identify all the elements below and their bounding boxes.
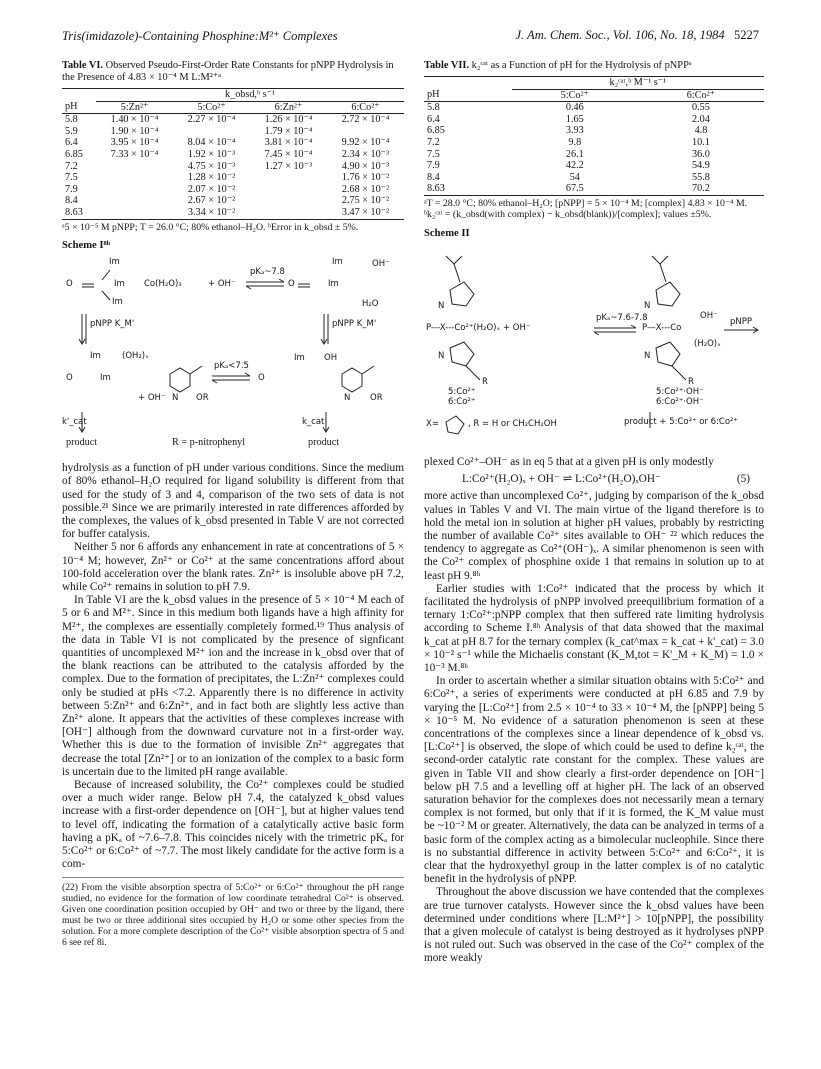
s2-left-species-2: 6:Co²⁺	[448, 396, 476, 407]
table6-ph-cell: 6.4	[65, 137, 78, 149]
equation-5	[424, 469, 764, 490]
table6-value-cell: 3.34 × 10⁻²	[173, 207, 250, 219]
imidazole-ring-left-top	[450, 282, 474, 306]
table6-value-cell: 7.33 × 10⁻⁴	[110, 148, 159, 160]
table7-value-cell: 54	[569, 171, 580, 183]
journal-name: J. Am. Chem. Soc., Vol. 106, No. 18, 1984	[515, 28, 725, 42]
right-column	[424, 60, 764, 966]
table6-row	[62, 195, 404, 207]
scheme1-title: Scheme I⁸ʰ	[62, 239, 111, 251]
ester-bond-right	[362, 366, 374, 374]
im-bond-up	[102, 270, 110, 280]
table6-title: Observed Pseudo-First-Order Rate Constants for pNPP Hydrolysis in the Presence of 4.83 × 10⁻⁴ M L:M²⁺ᵃ	[62, 60, 394, 83]
table6-value-cell	[96, 184, 173, 196]
equation-5-number: (5)	[736, 473, 750, 486]
left-paragraph-4: Because of increased solubility, the Co²⁺ complexes could be studied over a much wider range. Below pH 7.4, the catalyzed k_obsd values increase with a first-order dependence on [OH⁻], but at higher values tend to level off, indicating the formation of a catalytically active basic form having a pKₐ of ~7.6–7.8. This coincides nicely with the trimetric pKₐ for 5:Co²⁺ or 6:Co²⁺ of ~7.7. The most likely candidate for the active form is a com-	[62, 779, 404, 871]
s1-o-left: O	[66, 279, 73, 290]
table7-value-cell: 67.5	[512, 183, 638, 195]
table7-title: k₂ᶜᵃᵗ as a Function of pH for the Hydrolysis of pNPPᵃ	[471, 60, 692, 71]
running-header	[62, 28, 759, 48]
table7-row	[424, 114, 764, 126]
table6-value-cell: 2.67 × 10⁻²	[187, 195, 236, 207]
imidazole-ring-left-bottom	[450, 342, 474, 366]
table6-col-header: 5:Co²⁺	[173, 101, 250, 114]
table7-value-cell: 9.8	[568, 136, 582, 148]
table7-row	[424, 137, 764, 149]
table6-group-header: k_obsd,ᵇ s⁻¹	[96, 89, 404, 102]
table7-ph-cell: 5.8	[427, 102, 440, 114]
table7-row	[424, 172, 764, 184]
table6-row	[62, 149, 404, 161]
isopropyl-left-3	[454, 256, 462, 264]
table7-ph-cell: 8.63	[424, 183, 512, 195]
s2-product: product + 5:Co²⁺ or 6:Co²⁺	[624, 416, 738, 427]
table6-value-cell	[250, 207, 327, 219]
table6-value-cell	[327, 126, 404, 138]
table6-ph-cell: 5.9	[65, 125, 78, 137]
table6-row	[62, 114, 404, 126]
table7-group-header: k₂ᶜᵃᵗ,ᵇ M⁻¹ s⁻¹	[512, 77, 764, 90]
scheme1-diagram	[62, 254, 404, 454]
table6-value-cell	[96, 161, 173, 173]
s2-pnpp: pNPP	[730, 316, 753, 327]
s2-n-right-2: N	[644, 350, 651, 361]
s1-n-right: N	[344, 393, 351, 404]
table6-value-cell	[96, 172, 173, 184]
table6-value-cell	[173, 126, 250, 138]
r-bond-right	[672, 366, 686, 380]
table7-row	[424, 125, 764, 137]
s1-or-left: OR	[196, 393, 209, 404]
table7-value-cell: 2.04	[692, 113, 710, 125]
table7-value-cell: 0.46	[565, 102, 584, 114]
s1-oh-plain: OH	[324, 353, 338, 364]
s2-oh: OH⁻	[700, 310, 718, 321]
s1-im-lower-right: Im	[294, 353, 305, 364]
isopropyl-left-2	[446, 256, 454, 264]
table6-value-cell: 1.27 × 10⁻³	[264, 160, 313, 172]
table7-label: Table VII.	[424, 60, 470, 71]
table6-value-cell: 8.04 × 10⁻⁴	[187, 137, 236, 149]
table6-value-cell: 2.72 × 10⁻⁴	[341, 114, 390, 126]
table7-value-cell: 70.2	[638, 183, 764, 195]
table6-value-cell: 9.92 × 10⁻⁴	[341, 137, 390, 149]
table6-ph-cell: 8.4	[65, 195, 78, 207]
table6-ph-cell: 7.2	[65, 160, 78, 172]
table6-value-cell: 3.47 × 10⁻²	[327, 207, 404, 219]
s2-right-p: P—X---Co	[642, 322, 682, 333]
s1-im-top-right: Im	[332, 257, 343, 268]
s1-pka2: pKₐ<7.5	[214, 361, 249, 372]
table6-value-cell: 3.81 × 10⁻⁴	[264, 137, 313, 149]
table6-col-header: pH	[62, 101, 96, 114]
page-number: 5227	[734, 28, 759, 42]
table7-row	[424, 160, 764, 172]
table7-col-header: 5:Co²⁺	[512, 89, 638, 102]
isopropyl-right-1	[660, 264, 666, 282]
table6-ph-cell: 7.9	[65, 183, 78, 195]
ester-bond-left	[190, 366, 202, 374]
s1-im-bottom-left: Im	[112, 297, 123, 308]
table6-value-cell: 7.45 × 10⁻⁴	[264, 148, 313, 160]
s1-kcat-left: k'_cat	[62, 417, 87, 428]
s2-r-left: R	[482, 376, 488, 387]
im-bond-down	[102, 291, 110, 300]
s2-left-complex: P---X---Co²⁺(H₂O)ₓ + OH⁻	[426, 322, 531, 333]
right-body-text	[424, 456, 764, 966]
s1-pnpp-km-right: pNPP K_M'	[332, 319, 377, 330]
table7-value-cell: 4.8	[694, 125, 708, 137]
table6-footnote: ᵃ5 × 10⁻⁵ M pNPP; T = 26.0 °C; 80% ethanol–H₂O. ᵇError in k_obsd ± 5%.	[62, 221, 359, 233]
table6-value-cell: 2.75 × 10⁻²	[341, 195, 390, 207]
s2-pka: pKₐ~7.6-7.8	[596, 312, 648, 323]
s1-or-right: OR	[370, 393, 383, 404]
table6-caption	[62, 60, 404, 84]
journal-citation	[515, 28, 759, 43]
s1-im-top-left: Im	[109, 257, 120, 268]
table6-value-cell: 2.68 × 10⁻²	[341, 183, 390, 195]
table6-row	[62, 137, 404, 149]
equation-5-text: L:Co²⁺(H₂O)ₓ + OH⁻ ⇌ L:Co²⁺(H₂O)ₓOH⁻	[462, 473, 661, 486]
r-bond-left	[466, 366, 480, 380]
scheme2-title: Scheme II	[424, 227, 470, 239]
table7-value-cell: 54.9	[692, 160, 710, 172]
right-paragraph-4: Throughout the above discussion we have contended that the complexes are true turnover catalysts. However since the k_obsd values have been determined under conditions where [L:M²⁺] > 10[pNPP], the possibility that a given molecule of catalyst is being destroyed as it hydrolyses pNPP is not ruled out. Such was observed in the case of the Co²⁺ complex of the more weakly	[424, 886, 764, 965]
s2-x-def: X=	[426, 418, 439, 429]
isopropyl-right-2	[652, 256, 660, 264]
table7-ph-cell: 8.4	[427, 171, 440, 183]
s2-n-right-1: N	[644, 300, 651, 311]
table6-value-cell: 1.26 × 10⁻⁴	[264, 114, 313, 126]
s1-im-lower-left: Im	[90, 351, 101, 362]
table6-col-header: 5:Zn²⁺	[96, 101, 173, 114]
table6-value-cell: 1.40 × 10⁻⁴	[110, 114, 159, 126]
right-paragraph-3: In order to ascertain whether a similar situation obtains with 5:Co²⁺ and 6:Co²⁺, a series of experiments were conducted at pH 6.85 and 7.9 by varying the [L:Co²⁺] from 2.5 × 10⁻⁴ to 33 × 10⁻⁴ M, the [pNPP] being 5 × 10⁻⁵ M. No evidence of a saturation phenomenon is seen at these concentrations of the complexes since a linear dependence of k_obsd vs. [L:Co²⁺] is observed, the slope of which could be used to define k₂ᶜᵃᵗ, the second-order catalytic rate constant for the complex. These values are given in Table VII and show clearly a first-order dependence on [OH⁻] below pH 7.5 and a levelling off at higher pH. The lack of an observed saturation behavior for the complexes does not necessarily mean a ternary complex is not formed, but only that if it is formed, the K_M value must be ~10⁻² M or greater. Alternatively, the data can be analyzed in terms of a basic form of the complex acting as a bimolecular nucleophile. Since there is no substantial difference in activity between 5:Co²⁺ and 6:Co²⁺, it is clear that the hydroxyethyl group in the latter complex is of no catalytic benefit in the hydrolysis of pNPP.	[424, 675, 764, 886]
s2-r-def: , R = H or CH₂CH₂OH	[468, 418, 557, 429]
table7-ph-cell: 6.85	[427, 125, 445, 137]
s2-h2ox: (H₂O)ₓ	[694, 338, 721, 349]
s1-oh2x: (OH₂)ₓ	[122, 351, 149, 362]
table7-ph-cell: 6.4	[427, 113, 440, 125]
running-title: Tris(imidazole)-Containing Phosphine:M²⁺ Complexes	[62, 29, 338, 43]
table6-value-cell	[250, 195, 327, 207]
table6-value-cell	[96, 207, 173, 219]
table7-row	[424, 183, 764, 195]
s2-right-species-1: 5:Co²⁺·OH⁻	[656, 386, 704, 397]
right-paragraph-2: Earlier studies with 1:Co²⁺ indicated that the process by which it facilitated the hydrolysis of pNPP involved preequilibrium formation of a ternary 1:Co²⁺:pNPP complex that then suffered rate limiting hydrolysis according to Scheme I.⁸ʰ Analysis of that data showed that the maximal k_cat at pH 8.7 for the ternary complex (k_cat^max = k_cat + k'_cat) = 3.0 × 10⁻² s⁻¹ while the Michaelis constant (K_M,tot = K'_M + K_M) = 1.0 × 10⁻³ M.⁸ʰ	[424, 582, 764, 674]
table6-value-cell: 4.75 × 10⁻³	[187, 160, 236, 172]
table7-row	[424, 102, 764, 114]
s1-kcat-right: k_cat	[302, 417, 325, 428]
imidazole-ring-right-bottom	[656, 342, 680, 366]
table6-row	[62, 126, 404, 138]
table6-value-cell	[250, 172, 327, 184]
table6-value-cell: 1.76 × 10⁻²	[341, 172, 390, 184]
s1-im-mid-right: Im	[328, 279, 339, 290]
left-body-text	[62, 462, 404, 871]
s1-oh-minus-2: + OH⁻	[138, 393, 166, 404]
table6-value-cell	[250, 184, 327, 196]
s1-oh-minus-1: + OH⁻	[208, 279, 236, 290]
s1-o-lower-left: O	[66, 373, 73, 384]
s2-right-species-2: 6:Co²⁺·OH⁻	[656, 396, 704, 407]
left-column	[62, 60, 404, 948]
table6-col-header: 6:Zn²⁺	[250, 101, 327, 114]
s2-left-species-1: 5:Co²⁺	[448, 386, 476, 397]
s2-n-left-1: N	[438, 300, 445, 311]
table7-ph-cell: 7.2	[427, 136, 440, 148]
table7-value-cell: 55.8	[692, 171, 710, 183]
footnote-22: (22) From the visible absorption spectra of 5:Co²⁺ or 6:Co²⁺ throughout the pH range studied, no evidence for the formation of low coordinate tetrahedral Co²⁺ is observed. Given one coordination position occupied by OH⁻ and two or three by the ligand, there must be two or three additional sites occupied by H₂O or some other species from the solution. For a more complete description of the Co²⁺ visible absorption spectra of 5 and 6 see ref 8i.	[62, 877, 404, 948]
table7-value-cell: 26.1	[565, 148, 584, 160]
x-imidazole-ring	[446, 416, 464, 434]
pyridine-ring-right	[342, 368, 362, 392]
pyridine-ring-left	[170, 368, 190, 392]
table6-row	[62, 184, 404, 196]
table7-value-cell: 1.65	[565, 113, 584, 125]
s1-r-definition: R = p-nitrophenyl	[172, 437, 246, 449]
s1-n-left: N	[172, 393, 179, 404]
table6-ph-cell: 5.8	[65, 114, 78, 126]
table7-value-cell: 3.93	[565, 125, 584, 137]
left-paragraph-1: hydrolysis as a function of pH under various conditions. Since the medium of 80% ethanol–H₂O required for ligand solubility is different from that used for the study of 3 and 4, comparison of the two sets of data is not possible.²¹ Since we are primarily interested in rate differences afforded by the complexes, the values of k_obsd presented in Table V are not corrected for buffer catalysis.	[62, 462, 404, 541]
table6-value-cell: 1.28 × 10⁻²	[187, 172, 236, 184]
table7-ph-cell: 7.9	[427, 160, 440, 172]
s1-oh-top: OH⁻	[372, 259, 390, 270]
s1-product-right: product	[308, 437, 340, 449]
table7-col-header: 6:Co²⁺	[638, 89, 764, 102]
s1-pnpp-km-left: pNPP K_M'	[90, 319, 135, 330]
right-paragraph-1: more active than uncomplexed Co²⁺, judging by comparison of the k_obsd values in Tables V and VI. The main virtue of the ligand therefore is to hold the metal ion in solution at higher pH values, probably by restricting the number of available Co²⁺ sites available to OH⁻ ²² which reduces the tendency to aggregate as Co²⁺(OH⁻)ₓ. A similar phenomenon is seen with the Co²⁺ complex of phosphine oxide 1 that remains in solution up to at least pH 9.⁸ʰ	[424, 490, 764, 582]
table7-caption	[424, 60, 764, 72]
table7-ph-cell: 7.5	[427, 148, 440, 160]
right-paragraph-top: plexed Co²⁺–OH⁻ as in eq 5 that at a given pH is only modestly	[424, 455, 714, 468]
table6-row	[62, 172, 404, 184]
table6-value-cell: 2.34 × 10⁻³	[341, 148, 390, 160]
s1-co-h2o3: Co(H₂O)₃	[144, 279, 182, 290]
table6-value-cell: 2.27 × 10⁻⁴	[187, 114, 236, 126]
table6-row	[62, 207, 404, 219]
table6-value-cell: 4.90 × 10⁻³	[341, 160, 390, 172]
s1-o-right: O	[288, 279, 295, 290]
table6-ph-cell: 6.85	[65, 148, 83, 160]
s2-n-left-2: N	[438, 350, 445, 361]
table6-value-cell: 1.90 × 10⁻⁴	[110, 125, 159, 137]
table7-footnote: ᵃT = 28.0 °C; 80% ethanol–H₂O; [pNPP] = 5 × 10⁻⁴ M; [complex] 4.83 × 10⁻⁴ M. ᵇk₂ᶜᵃᵗ = (k_obsd(with complex) − k_obsd(blank))/[complex]; values ±5%.	[424, 197, 748, 221]
s1-h2o: H₂O	[362, 299, 379, 310]
table7-value-cell: 10.1	[692, 136, 710, 148]
table6-value-cell	[96, 195, 173, 207]
left-paragraph-2: Neither 5 nor 6 affords any enhancement in rate at concentrations of 5 × 10⁻⁴ M; however, Zn²⁺ or Co²⁺ at the same concentrations afford about 100-fold acceleration over the blank rates. Zn²⁺ is insoluble above pH 7.2, while Co²⁺ remains in solution to pH 7.9.	[62, 541, 404, 593]
s1-o-lower-right: O	[258, 373, 265, 384]
table7-row	[424, 149, 764, 161]
table6-ph-cell: 7.5	[65, 172, 78, 184]
s1-im-lower-mid: Im	[100, 373, 111, 384]
table6	[62, 88, 404, 220]
table6-value-cell: 1.79 × 10⁻⁴	[264, 125, 313, 137]
table7	[424, 76, 764, 196]
table6-ph-cell: 8.63	[62, 207, 96, 219]
s1-pka1: pKₐ~7.8	[250, 267, 285, 278]
table7-value-cell: 42.2	[565, 160, 584, 172]
table7-value-cell: 36.0	[692, 148, 710, 160]
s1-product-left: product	[66, 437, 98, 449]
left-paragraph-3: In Table VI are the k_obsd values in the presence of 5 × 10⁻⁴ M each of 5 or 6 and M²⁺. Since in this medium both ligands have a high affinity for M²⁺, the complexes are essentially completely formed.¹⁹ Thus analysis of the data in Table VI is not complicated by the presence of signficant quantities of uncomplexed M²⁺ ion and the increase in k_obsd over that of the blank reactions can be attributed to the catalysis afforded by the complex. Due to the formation of precipitates, the L:Zn²⁺ complexes could only be studied at pHs <7.2. Apparently there is no difference in activity between 5:Zn²⁺ and 6:Zn²⁺, and in fact both are slightly less active than Zn²⁺ alone. It appears that the activities of these complexes increase with [OH⁻] although from the downward curvature not in a first-order way. Whether this is due to the formation of invisible Zn²⁺ aggregates that decrease the total [Zn²⁺] or to an ionization of the complex to a basic form is uncertain due to the limited pH range available.	[62, 594, 404, 778]
table6-col-header: 6:Co²⁺	[327, 101, 404, 114]
table6-value-cell: 1.92 × 10⁻³	[187, 148, 236, 160]
table7-value-cell: 0.55	[692, 102, 710, 114]
s1-im-mid-left: Im	[114, 279, 125, 290]
isopropyl-left-1	[454, 264, 460, 282]
scheme2-diagram	[424, 242, 764, 448]
table6-label: Table VI.	[62, 60, 104, 71]
table6-value-cell: 3.95 × 10⁻⁴	[110, 137, 159, 149]
table6-value-cell: 2.07 × 10⁻²	[187, 183, 236, 195]
isopropyl-right-3	[660, 256, 668, 264]
s2-r-right: R	[688, 376, 694, 387]
table7-col-header: pH	[424, 89, 512, 102]
table6-row	[62, 161, 404, 173]
imidazole-ring-right-top	[656, 282, 680, 306]
